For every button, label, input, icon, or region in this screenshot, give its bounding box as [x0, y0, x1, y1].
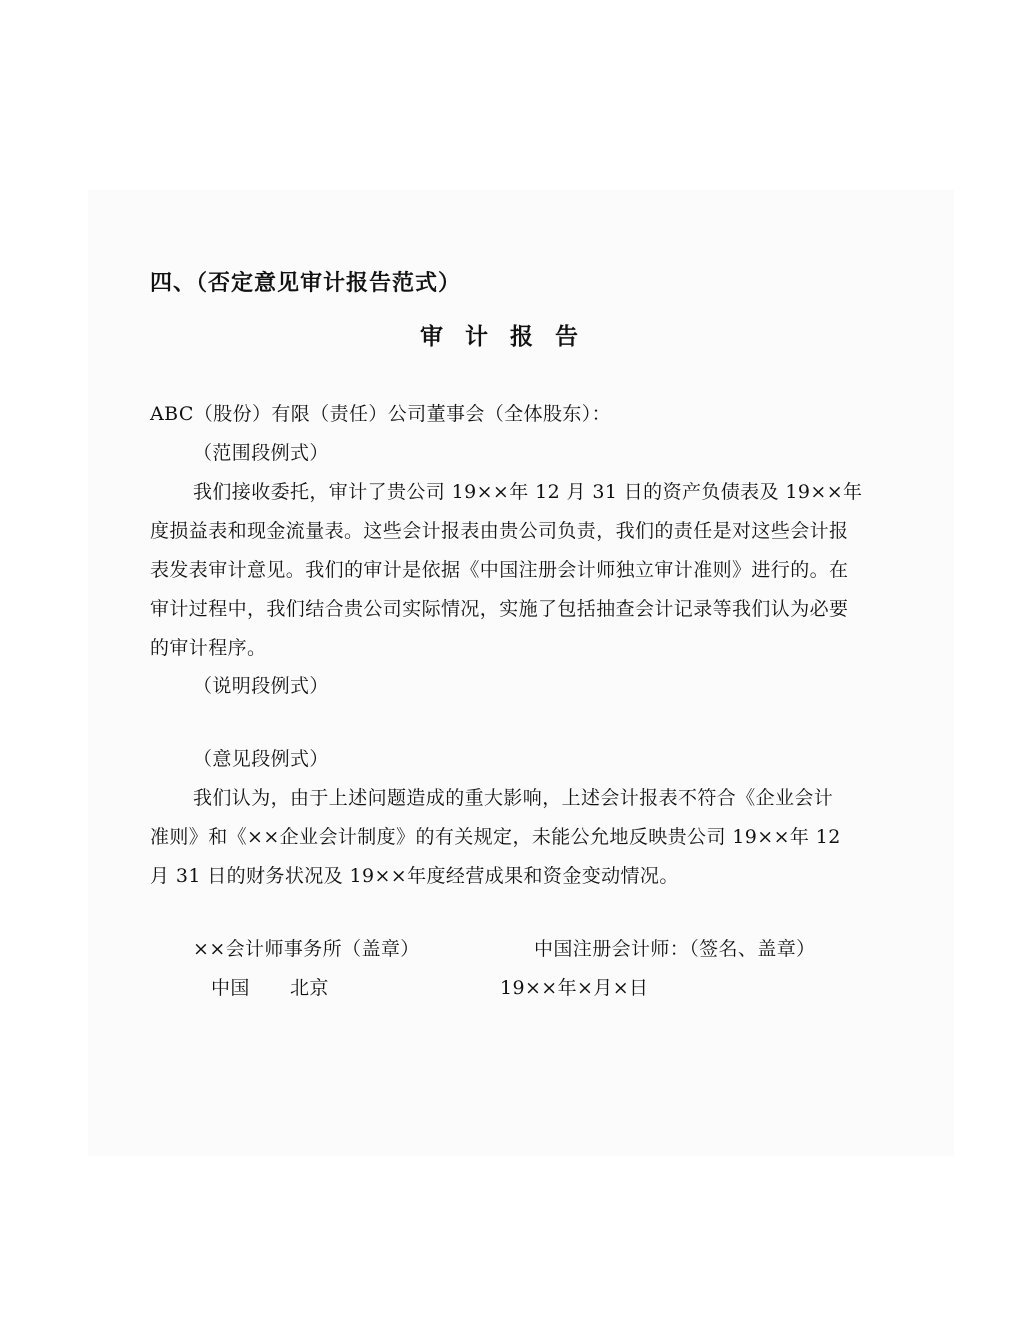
report-title: 审计报告	[420, 323, 600, 350]
opinion-heading: （意见段例式）	[193, 748, 329, 770]
addressee: ABC（股份）有限（责任）公司董事会（全体股东）：	[150, 403, 612, 425]
opinion-line: 我们认为，由于上述问题造成的重大影响，上述会计报表不符合《企业会计	[193, 787, 834, 809]
scope-heading: （范围段例式）	[193, 442, 329, 464]
scope-line: 表发表审计意见。我们的审计是依据《中国注册会计师独立审计准则》进行的。在	[150, 559, 849, 581]
scope-line: 的审计程序。	[150, 637, 267, 659]
explanation-heading: （说明段例式）	[193, 675, 329, 697]
firm-signature: ××会计师事务所（盖章）	[193, 938, 420, 960]
scope-line: 度损益表和现金流量表。这些会计报表由贵公司负责，我们的责任是对这些会计报	[150, 520, 849, 542]
location-country: 中国	[211, 977, 250, 999]
report-date: 19××年×月×日	[500, 977, 649, 999]
scope-line: 我们接收委托，审计了贵公司 19××年 12 月 31 日的资产负债表及 19××年	[193, 481, 863, 503]
opinion-line: 月 31 日的财务状况及 19××年度经营成果和资金变动情况。	[150, 865, 679, 887]
opinion-line: 准则》和《××企业会计制度》的有关规定，未能公允地反映贵公司 19××年 12	[150, 826, 841, 848]
scope-line: 审计过程中，我们结合贵公司实际情况，实施了包括抽查会计记录等我们认为必要	[150, 598, 849, 620]
cpa-signature: 中国注册会计师：（签名、盖章）	[534, 938, 816, 960]
location-city: 北京	[290, 977, 329, 999]
section-heading: 四、（否定意见审计报告范式）	[150, 270, 462, 296]
